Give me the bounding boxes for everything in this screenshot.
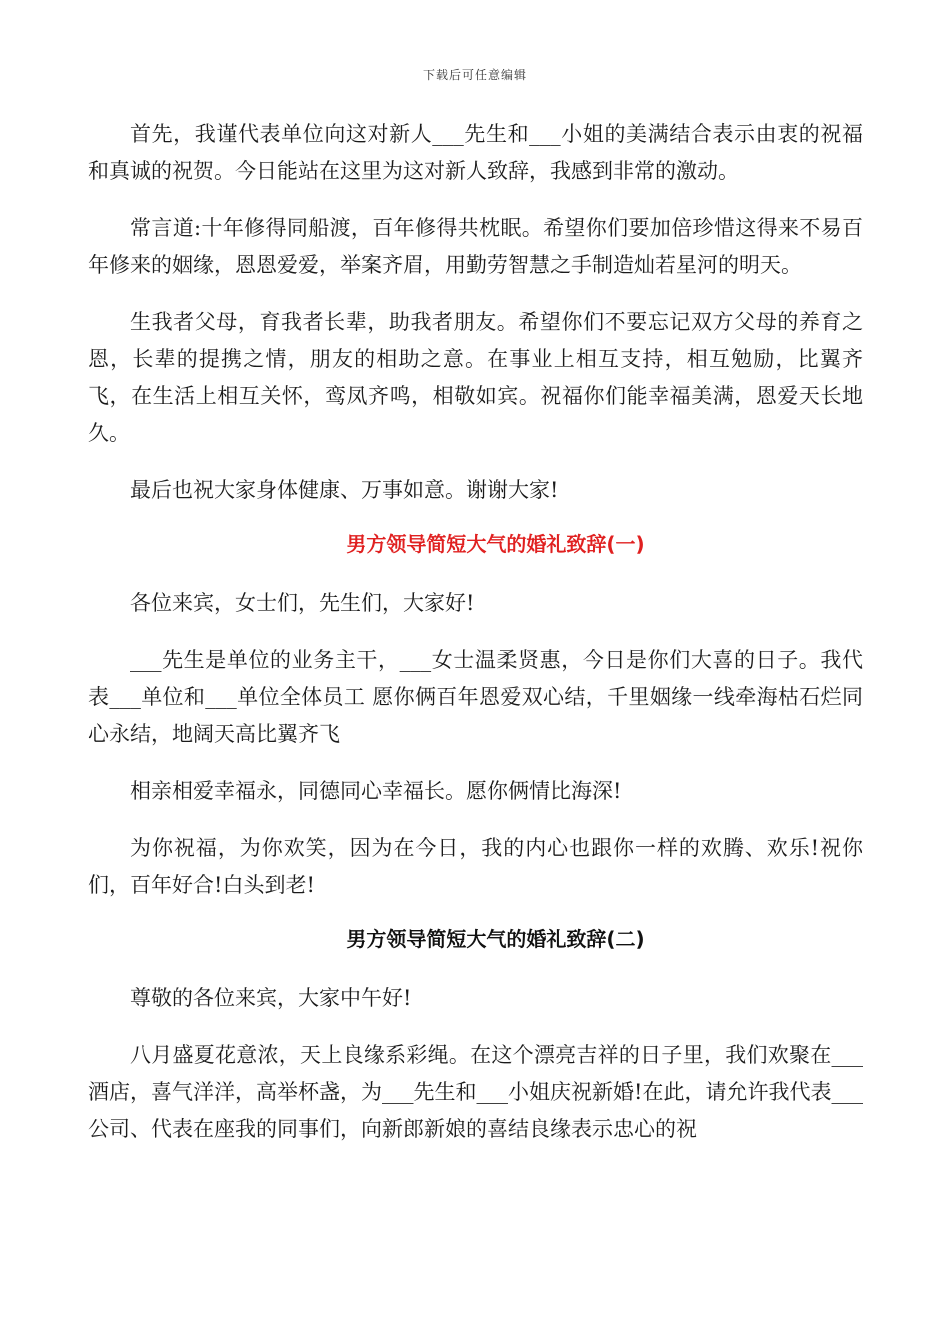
- section-two-paragraph-2: 八月盛夏花意浓，天上良缘系彩绳。在这个漂亮吉祥的日子里，我们欢聚在___酒店，喜气洋洋，高举杯盏，为___先生和___小姐庆祝新婚!在此，请允许我代表___公司、代表在座我的同事们，向新郎新娘的喜结良缘表示忠心的祝: [88, 1043, 863, 1141]
- section-one-paragraph-2: ___先生是单位的业务主干，___女士温柔贤惠，今日是你们大喜的日子。我代表___单位和___单位全体员工 愿你俩百年恩爱双心结，千里姻缘一线牵海枯石烂同心永结，地阔天高比翼齐飞: [88, 648, 863, 746]
- paragraph-closing: 最后也祝大家身体健康、万事如意。谢谢大家!: [130, 478, 559, 502]
- paragraph-parents: 生我者父母，育我者长辈，助我者朋友。希望你们不要忘记双方父母的养育之恩，长辈的提携之情，朋友的相助之意。在事业上相互支持，相互勉励，比翼齐飞，在生活上相互关怀，鸾凤齐鸣，相敬如宾。祝福你们能幸福美满，恩爱天长地久。: [88, 310, 863, 445]
- paragraph-proverb: 常言道:十年修得同船渡，百年修得共枕眠。希望你们要加倍珍惜这得来不易百年修来的姻缘，恩恩爱爱，举案齐眉，用勤劳智慧之手制造灿若星河的明天。: [88, 216, 863, 277]
- section-two-greeting: 尊敬的各位来宾，大家中午好!: [130, 986, 412, 1010]
- page-header-note: 下载后可任意编辑: [422, 68, 527, 82]
- section-one-greeting: 各位来宾，女士们，先生们，大家好!: [130, 591, 475, 615]
- section-one-paragraph-3: 相亲相爱幸福永，同德同心幸福长。愿你俩情比海深!: [130, 779, 622, 803]
- section-two-title: 男方领导简短大气的婚礼致辞(二): [346, 927, 645, 951]
- section-one-paragraph-4: 为你祝福，为你欢笑，因为在今日，我的内心也跟你一样的欢腾、欢乐!祝你们，百年好合!白头到老!: [88, 836, 863, 897]
- paragraph-congratulation: 首先，我谨代表单位向这对新人___先生和___小姐的美满结合表示由衷的祝福和真诚的祝贺。今日能站在这里为这对新人致辞，我感到非常的激动。: [88, 122, 863, 183]
- section-one-title: 男方领导简短大气的婚礼致辞(一): [346, 532, 645, 556]
- document-body: [88, 116, 863, 1168]
